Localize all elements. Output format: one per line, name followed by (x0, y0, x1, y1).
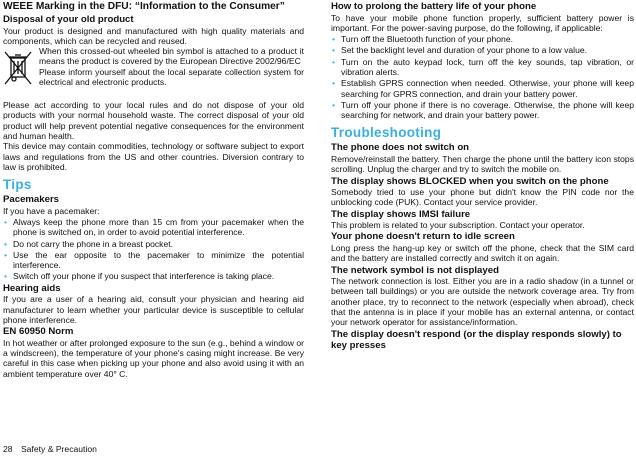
faq-question: The network symbol is not displayed (331, 264, 499, 276)
faq-question: Your phone doesn't return to idle screen (331, 231, 515, 243)
list-item: • Turn off your phone if there is no coverage. Otherwise, the phone will keep searching for network, and drain your battery power. (331, 100, 634, 121)
right-column (331, 0, 634, 352)
pacemakers-heading: Pacemakers (3, 194, 60, 206)
weee-title: WEEE Marking in the DFU: “Information to the Consumer” (3, 1, 285, 12)
disposal-paragraph-2: Please act according to your local rules and do not dispose of your old products with your normal household waste. The correct disposal of your old product will help prevent potential negative consequences for the environment and human health. (3, 100, 304, 141)
pacemakers-list (3, 217, 304, 282)
disposal-heading: Disposal of your old product (3, 14, 134, 25)
faq-answer: The network connection is lost. Either you are in a radio shadow (in a tunnel or between tall buildings) or you are outside the network coverage area. Try from another place, try to reconnect to the network (especially when abroad), check that the antenna is in place if your mobile has an external antenna, or contact your network operator for assistance/information. (331, 276, 634, 328)
battery-heading: How to prolong the battery life of your phone (331, 1, 537, 12)
disposal-paragraph-3: This device may contain commodities, technology or software subject to export laws and regulations from the US and other countries. Diversion contrary to law is prohibited. (3, 141, 304, 172)
list-item: • Do not carry the phone in a breast pocket. (3, 239, 304, 249)
hearing-aids-heading: Hearing aids (3, 282, 61, 294)
list-item: • Set the backlight level and duration of your phone to a low value. (331, 45, 634, 55)
list-item: • Turn on the auto keypad lock, turn off the key sounds, tap vibration, or vibration alerts. (331, 57, 634, 78)
list-item: • Turn off the Bluetooth function of your phone. (331, 34, 634, 44)
list-item: • Use the ear opposite to the pacemaker to minimize the potential interference. (3, 250, 304, 271)
battery-intro: To have your mobile phone function properly, sufficient battery power is important. For the power-saving purpose, do the following, if applicable: (331, 12, 634, 33)
tips-title: Tips (3, 177, 32, 193)
battery-list (331, 34, 634, 120)
left-column (3, 0, 304, 379)
list-item: • Switch off your phone if you suspect that interference is taking place. (3, 271, 304, 281)
weee-block (3, 46, 304, 100)
troubleshooting-title: Troubleshooting (331, 125, 442, 141)
weee-text-2: Please inform yourself about the local separate collection system for electrical and electronic products. (39, 66, 304, 87)
en-norm-paragraph: In hot weather or after prolonged exposure to the sun (e.g., behind a window or a windscreen), the temperature of your phone's casing might increase. Be very careful in this case when picking up your phone and also avoid using it with an ambient temperature over 40° C. (3, 337, 304, 379)
footer-section: Safety & Precaution (20, 444, 97, 454)
crossed-out-wheeled-bin-icon (3, 49, 33, 87)
faq-answer: This problem is related to your subscription. Contact your operator. (331, 220, 585, 231)
page-footer (3, 444, 97, 455)
list-item: • Always keep the phone more than 15 cm from your pacemaker when the phone is switched on, in order to avoid potential interference. (3, 217, 304, 238)
faq-question: The display doesn't respond (or the display responds slowly) to key presses (331, 328, 622, 352)
faq-question: The display shows IMSI failure (331, 208, 471, 220)
faq-question: The phone does not switch on (331, 142, 470, 154)
hearing-aids-paragraph: If you are a user of a hearing aid, consult your physician and hearing aid manufacturer to learn whether your particular device is susceptible to cellular phone interference. (3, 294, 304, 325)
list-item: • Establish GPRS connection when needed. Otherwise, your phone will keep searching for GPRS connection, and drain your battery power. (331, 78, 634, 99)
en-norm-heading: EN 60950 Norm (3, 326, 74, 338)
faq-answer: Long press the hang-up key or switch off the phone, check that the SIM card and the battery are installed correctly and switch it on again. (331, 242, 634, 264)
weee-text-1: When this crossed-out wheeled bin symbol is attached to a product it means the product is covered by the European Directive 2002/96/EC (39, 46, 304, 67)
disposal-paragraph-1: Your product is designed and manufactured with high quality materials and components, which can be recycled and reused. (3, 25, 304, 46)
faq-question: The display shows BLOCKED when you switch on the phone (331, 175, 609, 187)
faq-answer: Somebody tried to use your phone but didn't know the PIN code nor the unblocking code (PUK). Contact your service provider. (331, 187, 634, 208)
faq-answer: Remove/reinstall the battery. Then charge the phone until the battery icon stops scrolling. Unplug the charger and try to switch the mobile on. (331, 153, 634, 175)
page-number: 28 (3, 444, 13, 454)
weee-text (39, 46, 304, 87)
pacemakers-intro: If you have a pacemaker: (3, 205, 100, 216)
